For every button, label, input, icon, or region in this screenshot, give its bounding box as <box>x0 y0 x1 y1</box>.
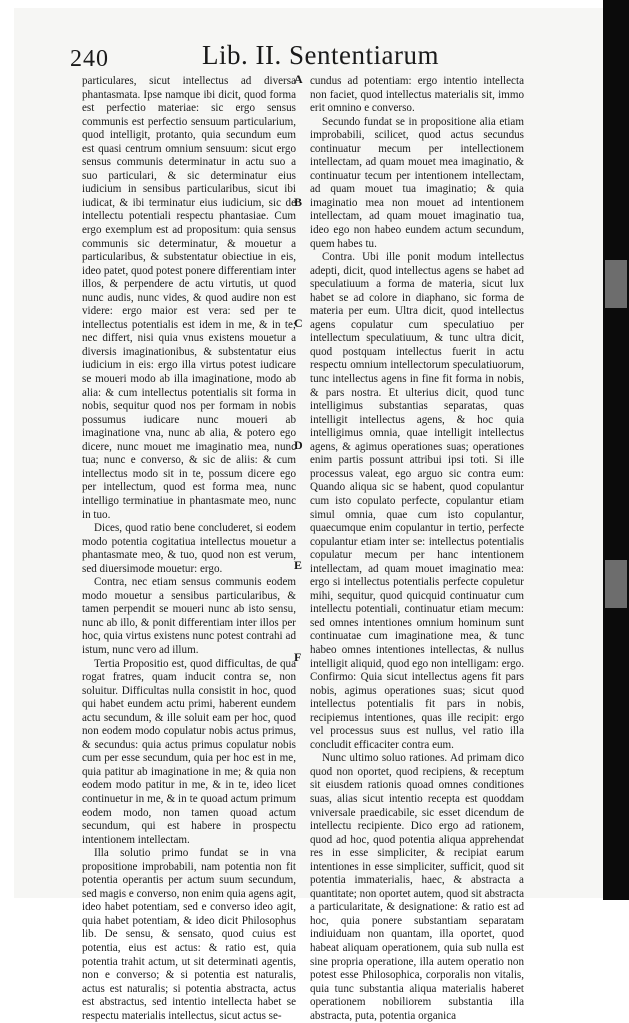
paragraph: Illa solutio primo fundat se in vna propositione improbabili, nam potentia non fit potentia operantis per actum suum secundum, sed magis e converso, non enim quia agens agit, ideo habet potentiam, sed e converso ideo agit, quia habet potentiam, & ideo dicit Philosophus lib. De sensu, & sensato, quod cuius est potentia, eius est actus: & ratio est, quia potentia trahit actum, ut sit determinati agentis, non e converso; & si potentia est naturalis, actus est naturalis; si potentia abstracta, actus est abstractus, sed intentio intellecta habet se respectu materialis intellectus, sicut actus se- <box>82 847 296 1022</box>
paragraph: Contra. Ubi ille ponit modum intellectus adepti, dicit, quod intellectus agens se habet ad speculatiuum a forma de materia, sicut lux habet se ad colore in diaphano, sic forma de materia per eum. Ultra dicit, quod intellectus agens copulatur cum speculatiuo per intellectum speculatiuum, & tunc ultra dicit, quod postquam intellectus fuerit in actu respectu omnium intellectorum speculatiuorum, tunc intellectus agens in fine fit forma in nobis, & pars nostra. Et ulterius dicit, quod tunc intelligimus substantias separatas, quas intelligit intellectus agens, & hoc quia intelligimus omnia, quae intelligit intellectus agens, & agimus operationes suas; operationes enim partis possunt attribui ipsi toti. Si ille processus valeat, ego arguo sic contra eum: Quando aliqua sic se habent, quod copulantur cum isto copulato perfecte, copulantur etiam simul omnia, quae cum isto copulantur, quaecumque enim copulantur in tertio, perfecte copulantur etiam inter se: intellectus potentialis copulatur mecum per hanc intentionem intellectam, ad quam mouet imaginatio mea: ergo si intellectus potentialis perfecte copuletur mihi, sequitur, quod quicquid continuatur cum intellectu potentiali, continuatur etiam mecum: sed omnes intentiones omnium hominum sunt continuatae cum imaginatione mea, & tunc habeo omnes intentiones intellectas, & nullus intelligit aliquid, quod ego non intelligam: ergo. Confirmo: Quia sicut intellectus agens fit pars nobis, agimus operationes suas; sicut quod intellectus potentialis fit pars in nobis, recipiemus intentiones, quas ille recipit: ergo vel processus suus est nullus, vel ratio illa concludit efficaciter contra eum. <box>310 251 524 751</box>
paragraph: cundus ad potentiam: ergo intentio intellecta non faciet, quod intellectus materialis sit, immo erit omnino e converso. <box>310 75 524 115</box>
margin-letter-c: C <box>294 316 303 330</box>
page-number: 240 <box>70 46 109 72</box>
paragraph: Dices, quod ratio bene concluderet, si eodem modo potentia cogitatiua intellectus mouetur a phantasmate meo, & tuo, quod non est verum, sed diuersimode mouetur: ergo. <box>82 522 296 575</box>
paragraph: particulares, sicut intellectus ad diversa phantasmata. Ipse namque ibi dicit, quod forma est perfectio materiae: sic ergo sensus communis est perfectio sensuum particularium, quod intelligit, protanto, quia secundum eum est quasi centrum omnium sensuum: sicut ergo sensus communis determinatur in actu suo a suo particulari, & sic determinatur eius iudicium in sensibus particularibus, sicut ibi iudicat, & ibi terminatur eius iudicium, sic de intellectu potentiali respectu phantasiae. Cum ergo exemplum est ad propositum: quia sensus communis sic determinatur, & mouetur a particularibus, & substentatur obiectiue in eis, ideo patet, quod potest ponere differentiam inter illos, & perpendere de actu virtutis, ut quod nunc audis, nunc vides, & quod audire non est videre: ergo maior est vera: sed per te intellectus potentialis est idem in me, & in te; nec differt, nisi quia vnus existens mouetur a diversis imaginationibus, & substentatur eius iudicium in eis: ergo illa virtus potest iudicare se moueri modo ab illa imaginatione, modo ab alia: & cum intellectus potentialis sit forma in nobis, sequitur quod nos per formam in nobis possumus iudicare nunc moueri ab imaginatione vna, nunc ab alia, & potero ego dicere, nunc mouet me imaginatio mea, nunc tua; nunc e converso, & sic de aliis: & cum intellectus modo sit in te, possum dicere ego per intellectum, quod est forma mea, nunc intelligo terminatiue in phantasmate meo, nunc in tuo. <box>82 75 296 521</box>
margin-letter-d: D <box>294 438 303 452</box>
running-title: Lib. II. Sententiarum <box>202 40 439 70</box>
margin-letter-b: B <box>294 195 303 209</box>
paragraph: Contra, nec etiam sensus communis eodem modo mouetur a sensibus particularibus, & tamen perpendit se moueri nunc ab isto sensu, nunc ab illo, & ponit differentiam inter illos per hoc, quia virtus existens nunc potest contrahi ad istum, nunc vero ad illum. <box>82 576 296 656</box>
paragraph: Secundo fundat se in propositione alia etiam improbabili, scilicet, quod actus secundus continuatur mecum per intellectionem intellectam, ad quam mouet mea imaginatio, & continuatur tecum per intentionem intellectam, ad quam mouet tua imaginatio; & quia imaginatio mea non mouet ad intentionem intellectam, ad quam mouet imaginatio tua, ideo ego non habeo eundem actum secundum, quem habes tu. <box>310 115 524 250</box>
scan-edge-fragment <box>605 560 627 608</box>
right-column <box>310 75 524 1023</box>
page-header <box>70 38 540 74</box>
paragraph: Nunc ultimo soluo rationes. Ad primam dico quod non oportet, quod recipiens, & receptum sit eiusdem rationis quoad omnes conditiones suas, alias sicut intentio recepta est quoddam vniversale praedicabile, sic esset dicendum de intellectu recipiente. Dico ergo ad rationem, quod ad hoc, quod potentia aliqua apprehendat res in esse simpliciter, & recipiat earum intentiones in esse simpliciter, sufficit, quod sit potentia immaterialis, haec, & abstracta a quantitate; non oportet autem, quod sit abstracta a particularitate, & designatione: & ratio est ad hoc, quia ponere substantiam separatam indiuiduam non quantam, illa oportet, quod habeat aliquam operationem, quia sub nulla est sine propria operatione, illa autem operatio non potest esse Philosophica, corporalis non vitalis, quia tunc substantia aliqua materialis haberet operationem nobiliorem substantia illa abstracta, puta, potentia organica <box>310 752 524 1022</box>
scan-edge-fragment <box>605 260 627 308</box>
paragraph: Tertia Propositio est, quod difficultas, de qua rogat fratres, quam inducit contra se, non soluitur. Difficultas nulla consistit in hoc, quod qui habet eundem actu primi, haberent eundem actu secundum, & ille soluit eam per hoc, quod non eodem modo copulatur nobis actus primus, & secundus: quia actus primus copulatur nobis cum per esse secundum, quia per hoc est in me, quia patitur ab imaginatione in me; & quia non eodem modo patitur in me, & in te, ideo licet continuetur in me, & in te quoad actum primum eodem modo, non tamen quoad actum secundum, qui est habere in prospectu intentionem intellectam. <box>82 657 296 846</box>
left-column <box>82 75 296 1023</box>
margin-letter-e: E <box>294 558 303 572</box>
margin-letter-f: F <box>294 650 302 664</box>
margin-letter-a: A <box>294 72 303 86</box>
scan-edge-strip <box>603 0 629 900</box>
